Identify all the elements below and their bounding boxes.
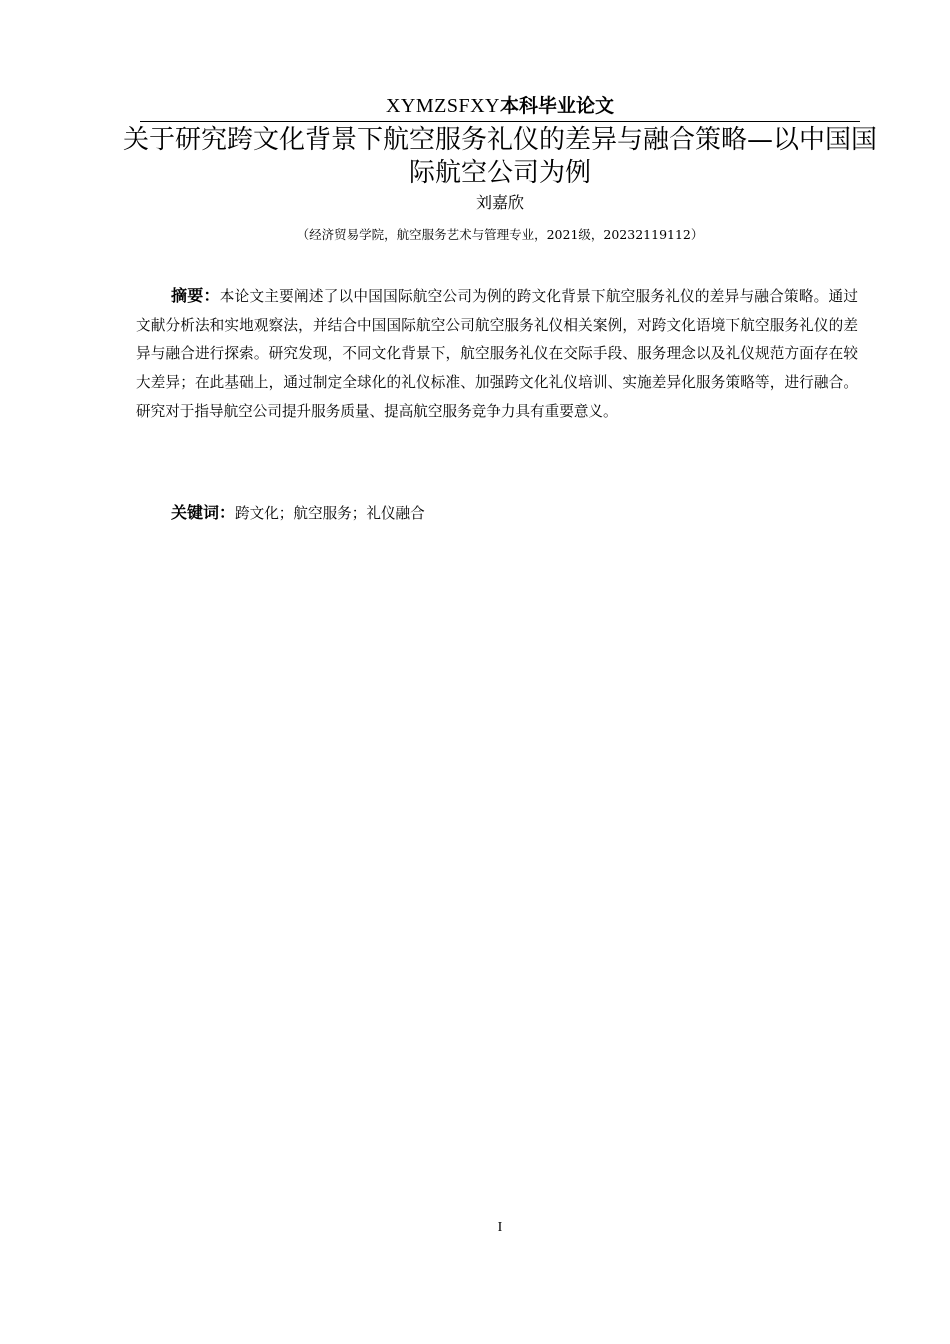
header-school-code: XYMZSFXY bbox=[385, 95, 500, 117]
author-affiliation: （经济贸易学院，航空服务艺术与管理专业，2021级，20232119112） bbox=[296, 227, 704, 242]
abstract-text: 本论文主要阐述了以中国国际航空公司为例的跨文化背景下航空服务礼仪的差异与融合策略。通过文献分析法和实地观察法，并结合中国国际航空公司航空服务礼仪相关案例，对跨文化语境下航空服务礼仪的差异与融合进行探索。研究发现，不同文化背景下，航空服务礼仪在交际手段、服务理念以及礼仪规范方面存在较大差异；在此基础上，通过制定全球化的礼仪标准、加强跨文化礼仪培训、实施差异化服务策略等，进行融合。研究对于指导航空公司提升服务质量、提高航空服务竞争力具有重要意义。 bbox=[136, 288, 858, 420]
paper-title: 关于研究跨文化背景下航空服务礼仪的差异与融合策略—以中国国际航空公司为例 bbox=[122, 125, 877, 188]
author-name: 刘嘉欣 bbox=[475, 193, 524, 212]
abstract-paragraph bbox=[136, 282, 858, 427]
running-header bbox=[140, 92, 860, 119]
abstract-label: 摘要： bbox=[171, 286, 220, 305]
header-rule bbox=[140, 121, 860, 122]
keywords-line bbox=[171, 500, 861, 527]
keywords-label: 关键词： bbox=[171, 503, 236, 522]
page-number: I bbox=[497, 1220, 503, 1235]
keywords-text: 跨文化；航空服务；礼仪融合 bbox=[235, 505, 425, 522]
header-thesis-label: 本科毕业论文 bbox=[500, 95, 615, 117]
